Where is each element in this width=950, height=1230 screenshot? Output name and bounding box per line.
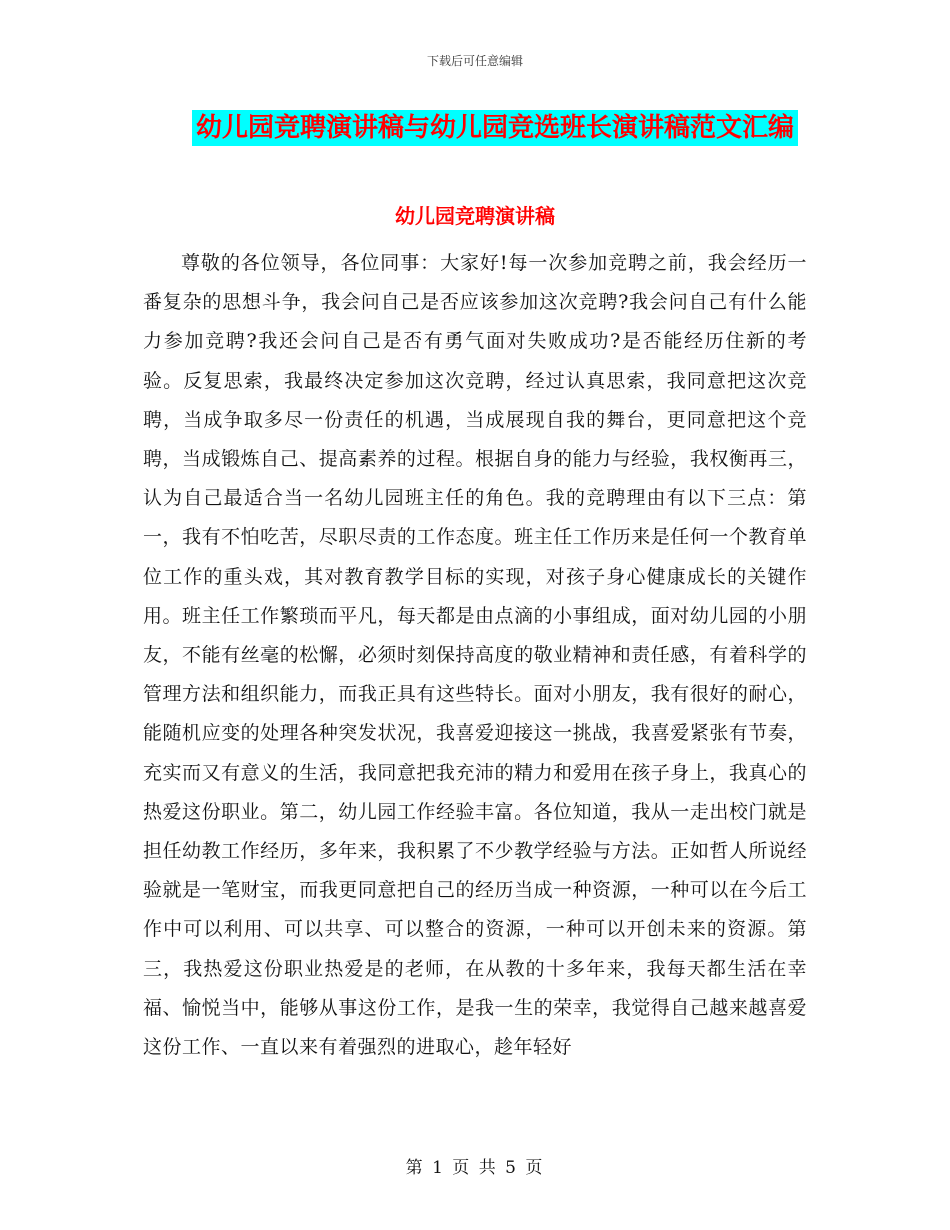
section-title: 幼儿园竞聘演讲稿	[395, 204, 555, 228]
header-note: 下载后可任意编辑	[426, 54, 523, 68]
body-paragraph: 尊敬的各位领导，各位同事：大家好!每一次参加竞聘之前，我会经历一番复杂的思想斗争，我会问自己是否应该参加这次竞聘?我会问自己有什么能力参加竞聘?我还会问自己是否有勇气面对失败成功?是否能经历住新的考验。反复思索，我最终决定参加这次竞聘，经过认真思索，我同意把这次竞聘，当成争取多尽一份责任的机遇，当成展现自我的舞台，更同意把这个竞聘，当成锻炼自己、提高素养的过程。根据自身的能力与经验，我权衡再三，认为自己最适合当一名幼儿园班主任的角色。我的竞聘理由有以下三点：第一，我有不怕吃苦，尽职尽责的工作态度。班主任工作历来是任何一个教育单位工作的重头戏，其对教育教学目标的实现，对孩子身心健康成长的关键作用。班主任工作繁琐而平凡，每天都是由点滴的小事组成，面对幼儿园的小朋友，不能有丝毫的松懈，必须时刻保持高度的敬业精神和责任感，有着科学的管理方法和组织能力，而我正具有这些特长。面对小朋友，我有很好的耐心，能随机应变的处理各种突发状况，我喜爱迎接这一挑战，我喜爱紧张有节奏，充实而又有意义的生活，我同意把我充沛的精力和爱用在孩子身上，我真心的热爱这份职业。第二，幼儿园工作经验丰富。各位知道，我从一走出校门就是担任幼教工作经历，多年来，我积累了不少教学经验与方法。正如哲人所说经验就是一笔财宝，而我更同意把自己的经历当成一种资源，一种可以在今后工作中可以利用、可以共享、可以整合的资源，一种可以开创未来的资源。第三，我热爱这份职业热爱是的老师，在从教的十多年来，我每天都生活在幸福、愉悦当中，能够从事这份工作，是我一生的荣幸，我觉得自己越来越喜爱这份工作、一直以来有着强烈的进取心，趁年轻好	[143, 252, 807, 1059]
page-number-footer: 第 1 页 共 5 页	[405, 1158, 545, 1178]
document-title-container	[0, 110, 950, 146]
document-title: 幼儿园竞聘演讲稿与幼儿园竞选班长演讲稿范文汇编	[192, 110, 798, 146]
